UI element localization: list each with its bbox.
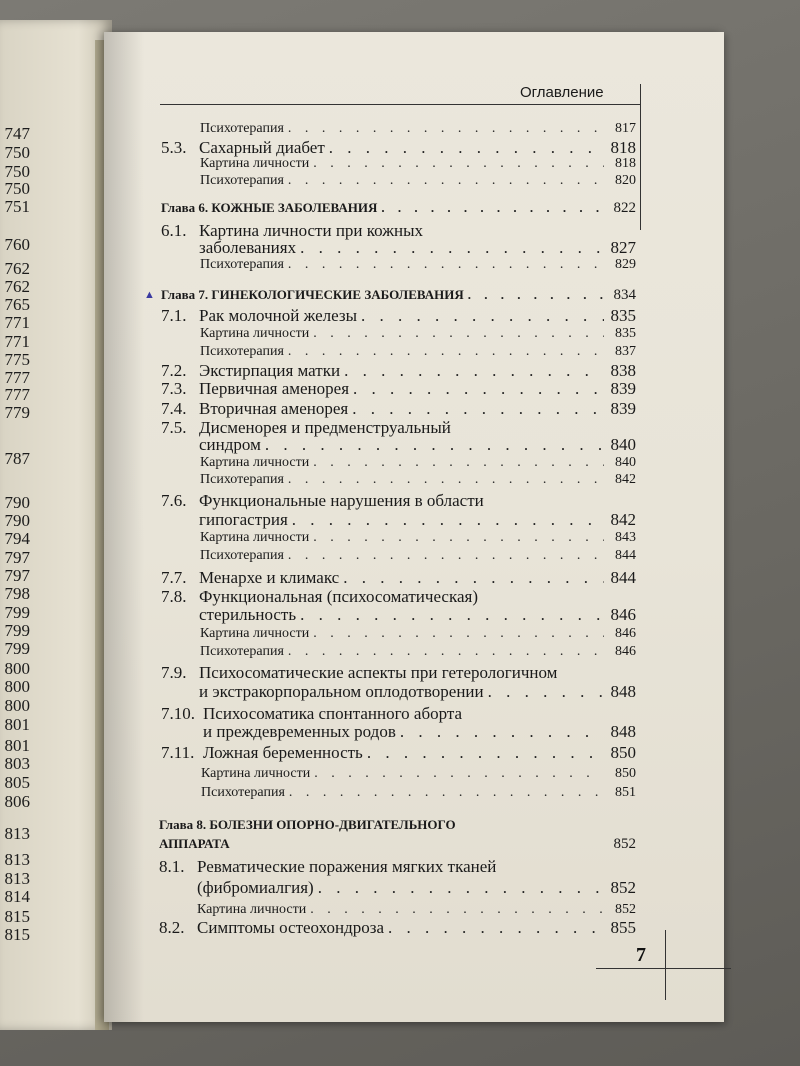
toc-entry-text: Рак молочной железы [199,306,358,325]
left-page-number: 800 [4,659,30,678]
toc-entry [161,306,636,326]
toc-leader-dots [289,785,604,801]
toc-entry-number: 7.10. [161,704,195,723]
left-page-number: 751 [4,197,30,216]
toc-leader-dots [353,379,604,399]
toc-entry-text: Функциональные нарушения в области [199,491,484,510]
toc-entry [203,722,636,742]
toc-entry-text: гипогастрия [199,510,288,529]
toc-entry [161,587,636,607]
toc-entry-page: 851 [615,785,636,800]
toc-entry [200,326,636,342]
left-page-number: 797 [4,548,30,567]
toc-entry-text: Первичная аменорея [199,379,350,398]
toc-entry-text: Дисменорея и предменструальный [199,418,451,437]
toc-entry-text: Картина личности [201,766,311,781]
left-page-number: 813 [4,869,30,888]
toc-entry-page: 852 [615,902,636,917]
toc-leader-dots [352,399,604,419]
toc-leader-dots [344,361,604,381]
toc-entry-number: 7.3. [161,379,187,398]
left-page-number: 747 [4,124,30,143]
toc-entry-text: Картина личности [200,455,310,470]
toc-entry-page: 844 [610,568,636,587]
toc-entry [161,704,636,724]
toc-entry [199,238,636,258]
toc-entry-text: Экстирпация матки [199,361,341,380]
left-page-number: 750 [4,162,30,181]
toc-entry [199,605,636,625]
toc-leader-dots [313,455,604,471]
toc-entry [159,857,636,877]
toc-entry [161,568,636,588]
toc-entry-text: заболеваниях [199,238,297,257]
left-page-number: 775 [4,350,30,369]
toc-entry [161,491,636,511]
toc-entry-number: 7.2. [161,361,187,380]
left-page-number: 760 [4,235,30,254]
toc-leader-dots [288,644,604,660]
toc-leader-dots [313,626,604,642]
toc-entry-text: Психотерапия [200,644,284,659]
toc-entry [200,173,636,189]
footer-vertical-rule [665,930,666,1000]
toc-leader-dots [343,568,604,588]
toc-chapter-title: Глава 8. БОЛЕЗНИ ОПОРНО-ДВИГАТЕЛЬНОГО [159,817,456,832]
toc-entry-number: 7.8. [161,587,187,606]
left-page-number: 771 [4,313,30,332]
toc-entry [199,510,636,530]
left-page-number: 814 [4,887,30,906]
left-page-number: 771 [4,332,30,351]
toc-entry-page: 852 [613,836,636,852]
toc-entry [200,644,636,660]
toc-entry-number: 7.1. [161,306,187,325]
toc-entry-text: Психотерапия [200,548,284,563]
left-page-number: 805 [4,773,30,792]
toc-entry [200,548,636,564]
toc-leader-dots [288,257,604,273]
toc-entry-text: Картина личности [200,626,310,641]
left-page-number: 799 [4,639,30,658]
left-page-number: 750 [4,143,30,162]
toc-entry-page: 835 [610,306,636,325]
toc-entry-page: 818 [615,156,636,171]
toc-entry-text: Психотерапия [201,785,285,800]
left-page-number: 800 [4,696,30,715]
toc-entry-number: 7.4. [161,399,187,418]
running-header-title: Оглавление [520,84,604,101]
footer-rule [596,968,731,969]
toc-entry-page: 848 [610,722,636,741]
toc-leader-dots [318,878,604,898]
left-page-number: 765 [4,295,30,314]
toc-entry-text: Психосоматические аспекты при гетерологичном [199,663,558,682]
toc-entry [161,138,636,158]
toc-leader-dots [381,200,604,216]
toc-entry-text: Картина личности [200,156,310,171]
toc-entry [200,344,636,360]
toc-leader-dots [288,121,604,137]
toc-entry [200,530,636,546]
toc-leader-dots [313,326,604,342]
left-page-number: 813 [4,850,30,869]
toc-entry [200,472,636,488]
toc-leader-dots [288,548,604,564]
toc-entry-page: 820 [615,173,636,188]
left-page-number: 799 [4,603,30,622]
toc-leader-dots [292,510,604,530]
left-page-number: 813 [4,824,30,843]
toc-entry-text: Психотерапия [200,344,284,359]
left-page-number: 815 [4,907,30,926]
toc-entry-page: 846 [610,605,636,624]
toc-entry [161,379,636,399]
toc-entry-text: Психотерапия [200,173,284,188]
toc-entry [159,918,636,938]
toc-entry-page: 839 [610,399,636,418]
toc-entry [161,399,636,419]
toc-entry [200,455,636,471]
toc-entry-page: 850 [615,766,636,781]
left-page-number: 777 [4,368,30,387]
toc-leader-dots [488,682,604,702]
toc-entry-page: 838 [610,361,636,380]
toc-entry [200,156,636,172]
toc-entry [199,682,636,702]
toc-entry-text: Менархе и климакс [199,568,340,587]
toc-entry-number: 6.1. [161,221,187,240]
toc-entry-page: 827 [610,238,636,257]
toc-entry-page: 850 [610,743,636,762]
toc-entry-text: стерильность [199,605,297,624]
toc-leader-dots [367,743,604,763]
toc-leader-dots [388,918,604,938]
toc-chapter [161,200,636,217]
toc-chapter [159,836,636,853]
toc-entry-text: и экстракорпоральном оплодотворении [199,682,484,701]
toc-entry-number: 7.6. [161,491,187,510]
toc-entry-page: 842 [610,510,636,529]
toc-entry-text: Картина личности [200,530,310,545]
left-page-number: 798 [4,584,30,603]
toc-entry-page: 848 [610,682,636,701]
toc-entry-number: 8.1. [159,857,185,876]
toc-leader-dots [300,605,604,625]
toc-entry-page: 844 [615,548,636,563]
toc-entry-page: 842 [615,472,636,487]
toc-leader-dots [300,238,604,258]
left-page-number: 794 [4,529,30,548]
toc-leader-dots [468,287,604,303]
toc-entry-text: Картина личности при кожных [199,221,424,240]
toc-leader-dots [400,722,604,742]
toc-chapter-title: Глава 6. КОЖНЫЕ ЗАБОЛЕВАНИЯ [161,200,378,215]
header-rule [160,104,640,105]
toc-leader-dots [329,138,604,158]
left-page-number: 801 [4,715,30,734]
toc-entry-text: Ревматические поражения мягких тканей [197,857,497,876]
left-page-number: 803 [4,754,30,773]
toc-entry [199,435,636,455]
toc-entry-text: синдром [199,435,261,454]
left-page-number: 790 [4,493,30,512]
toc-entry-page: 840 [615,455,636,470]
toc-entry [161,663,636,683]
left-page-number: 762 [4,277,30,296]
left-page-number: 799 [4,621,30,640]
toc-entry [201,766,636,782]
toc-entry-page: 818 [610,138,636,157]
toc-entry-text: Функциональная (психосоматическая) [199,587,478,606]
toc-entry-number: 7.5. [161,418,187,437]
left-page-number: 815 [4,925,30,944]
toc-entry-number: 7.9. [161,663,187,682]
header-vertical-rule [640,84,641,230]
toc-chapter [161,287,636,304]
toc-entry-text: Картина личности [197,902,307,917]
toc-entry-text: (фибромиалгия) [197,878,314,897]
left-page-number: 787 [4,449,30,468]
toc-leader-dots [314,766,604,782]
page-number: 7 [636,944,646,966]
left-page-number: 797 [4,566,30,585]
toc-entry [200,121,636,137]
toc-entry-page: 840 [610,435,636,454]
left-page-number: 790 [4,511,30,530]
toc-entry-text: и преждевременных родов [203,722,396,741]
toc-entry-text: Вторичная аменорея [199,399,349,418]
left-page-number: 777 [4,385,30,404]
toc-entry-text: Психосоматика спонтанного аборта [203,704,463,723]
toc-entry-text: Симптомы остеохондроза [197,918,384,937]
toc-leader-dots [288,472,604,488]
toc-entry [197,902,636,918]
left-page-number: 779 [4,403,30,422]
toc-entry-page: 822 [613,200,636,216]
toc-entry [161,743,636,763]
toc-entry-number: 8.2. [159,918,185,937]
toc-entry [200,257,636,273]
toc-leader-dots [265,435,604,455]
toc-entry-text: Психотерапия [200,257,284,272]
toc-entry-number: 7.11. [161,743,195,762]
toc-entry-page: 852 [610,878,636,897]
toc-entry-page: 846 [615,644,636,659]
toc-entry-page: 817 [615,121,636,136]
toc-entry [161,361,636,381]
toc-leader-dots [361,306,604,326]
left-page-number: 801 [4,736,30,755]
toc-entry-text: Психотерапия [200,472,284,487]
toc-entry [201,785,636,801]
left-page-number: 762 [4,259,30,278]
toc-leader-dots [288,173,604,189]
toc-entry-number: 7.7. [161,568,187,587]
toc-chapter-title: Глава 7. ГИНЕКОЛОГИЧЕСКИЕ ЗАБОЛЕВАНИЯ [161,287,464,302]
toc-entry-text: Сахарный диабет [199,138,325,157]
toc-entry-number: 5.3. [161,138,187,157]
left-page-number: 806 [4,792,30,811]
toc-entry-page: 839 [610,379,636,398]
toc-entry-page: 837 [615,344,636,359]
toc-entry-page: 855 [610,918,636,937]
toc-entry [200,626,636,642]
pointer-mark: ▲ [144,289,155,301]
toc-entry-page: 843 [615,530,636,545]
toc-leader-dots [313,156,604,172]
toc-leader-dots [288,344,604,360]
toc-entry-page: 846 [615,626,636,641]
toc-chapter-title: АППАРАТА [159,836,230,851]
toc-entry-page: 835 [615,326,636,341]
left-page-number: 750 [4,179,30,198]
toc-entry-text: Ложная беременность [203,743,363,762]
toc-entry-text: Психотерапия [200,121,284,136]
toc-chapter [159,817,636,833]
left-page-number: 800 [4,677,30,696]
toc-entry [197,878,636,898]
toc-entry-page: 834 [613,287,636,303]
toc-entry-page: 829 [615,257,636,272]
toc-leader-dots [313,530,604,546]
toc-leader-dots [310,902,604,918]
toc-entry-text: Картина личности [200,326,310,341]
